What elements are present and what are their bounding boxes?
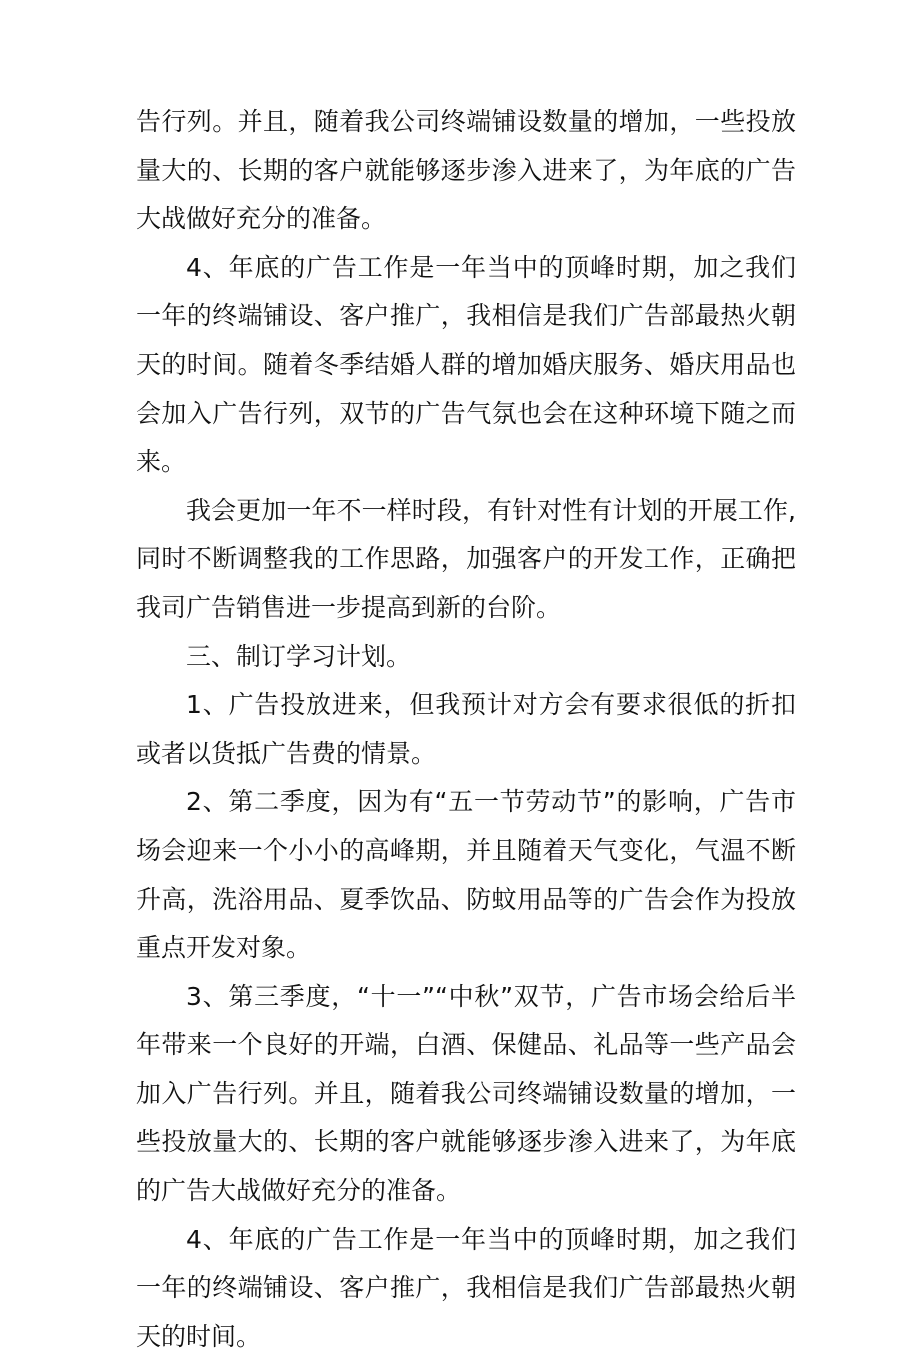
section-heading: 三、制订学习计划。 — [186, 641, 412, 671]
paragraph: 4、年底的广告工作是一年当中的顶峰时期，加之我们一年的终端铺设、客户推广，我相信是我们广告部最热火朝天的时间。随着冬季结婚人群的增加婚庆服务、婚庆用品也会加入广告行列，双节的广告气氛也会在这种环境下随之而来。 — [136, 252, 796, 477]
paragraph: 1、广告投放进来，但我预计对方会有要求很低的折扣或者以货抵广告费的情景。 — [136, 690, 796, 768]
paragraph: 3、第三季度，“十一”“中秋”双节，广告市场会给后半年带来一个良好的开端，白酒、保健品、礼品等一些产品会加入广告行列。并且，随着我公司终端铺设数量的增加，一些投放量大的、长期的客户就能够逐步渗入进来了，为年底的广告大战做好充分的准备。 — [136, 981, 796, 1206]
paragraph: 2、第二季度，因为有“五一节劳动节”的影响，广告市场会迎来一个小小的高峰期，并且随着天气变化，气温不断升高，洗浴用品、夏季饮品、防蚊用品等的广告会作为投放重点开发对象。 — [136, 787, 796, 963]
paragraph: 告行列。并且，随着我公司终端铺设数量的增加，一些投放量大的、长期的客户就能够逐步渗入进来了，为年底的广告大战做好充分的准备。 — [136, 107, 796, 234]
document-body — [136, 98, 796, 1361]
paragraph: 4、年底的广告工作是一年当中的顶峰时期，加之我们一年的终端铺设、客户推广，我相信是我们广告部最热火朝天的时间。 — [136, 1224, 796, 1351]
paragraph: 我会更加一年不一样时段，有针对性有计划的开展工作,同时不断调整我的工作思路，加强客户的开发工作，正确把我司广告销售进一步提高到新的台阶。 — [136, 495, 796, 622]
